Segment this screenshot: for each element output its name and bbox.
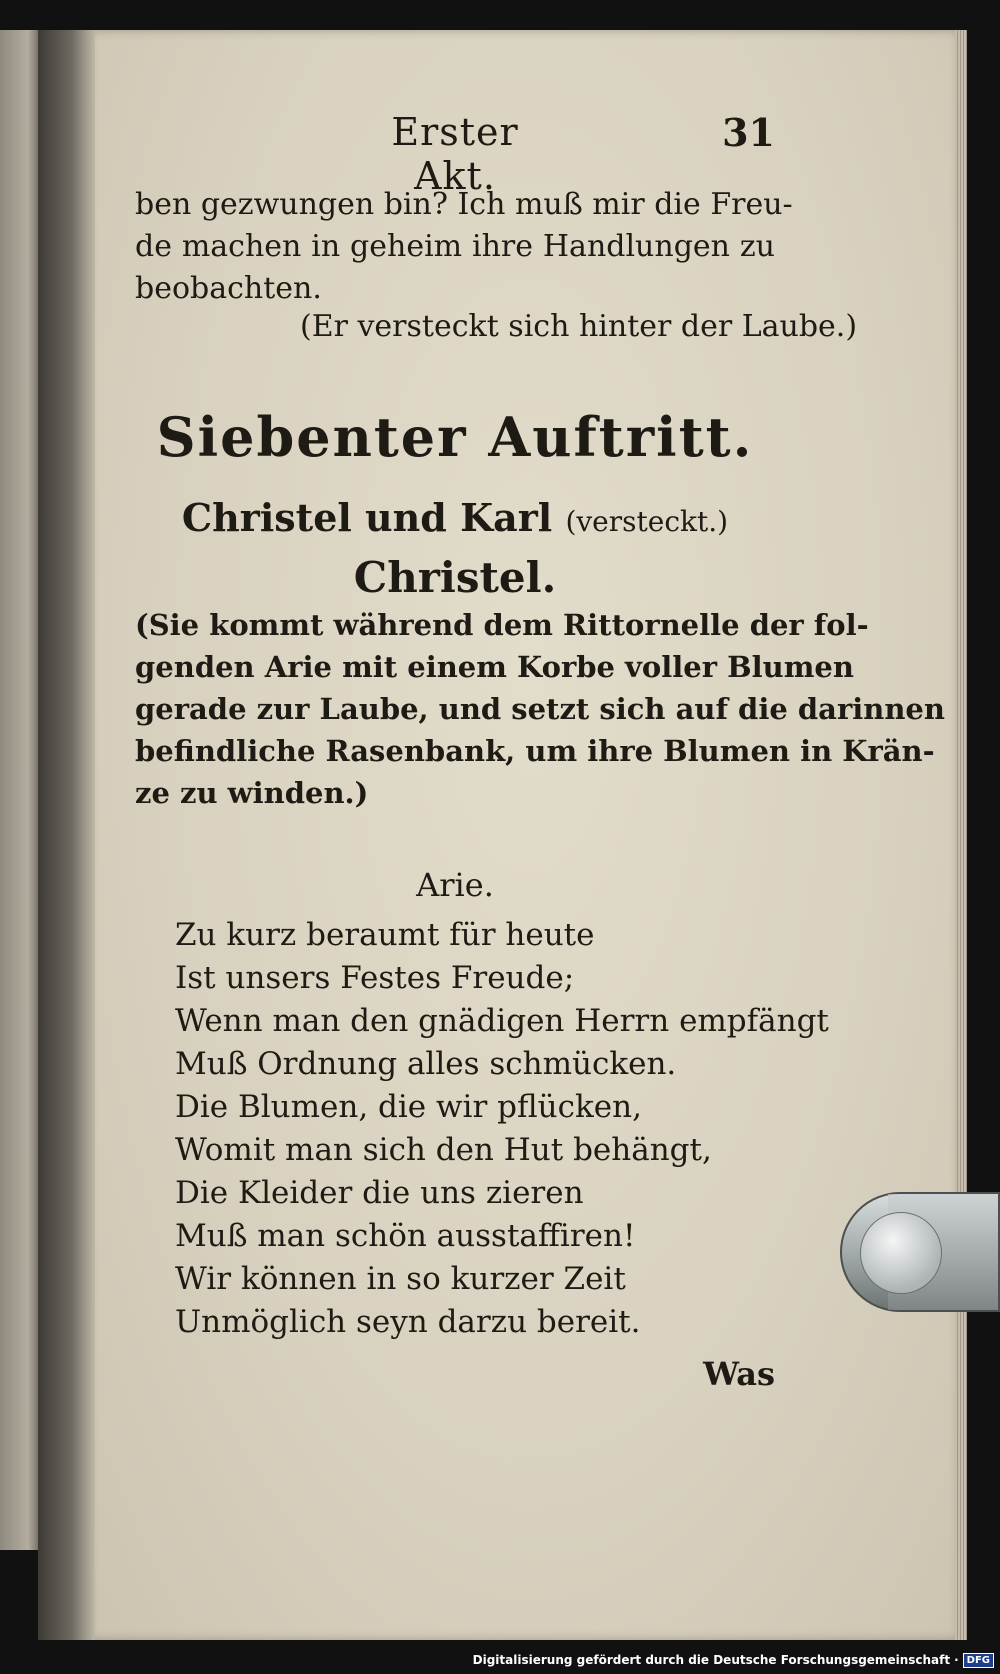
character-note: (versteckt.): [565, 505, 729, 538]
footer-credit: Digitalisierung gefördert durch die Deutsche Forschungsgemeinschaft: [472, 1653, 951, 1667]
dfg-logo-icon: DFG: [963, 1653, 994, 1668]
book-gutter: [38, 30, 98, 1640]
left-page-edge: [0, 30, 40, 1550]
page-edge-stack: [955, 30, 967, 1640]
verse-line: Wenn man den gnädigen Herrn empfängt: [175, 1003, 829, 1039]
verse-line: Die Blumen, die wir pflücken,: [175, 1089, 642, 1125]
page-clip: [840, 1192, 1000, 1312]
verse-line: Ist unsers Festes Freude;: [175, 960, 575, 996]
verse-line: Zu kurz beraumt für heute: [175, 917, 595, 953]
page-number: 31: [722, 110, 775, 155]
digitization-footer: Digitalisierung gefördert durch die Deutsche Forschungsgemeinschaft · DFG: [473, 1650, 994, 1670]
direction-line: gerade zur Laube, und setzt sich auf die darinnen: [135, 692, 945, 726]
direction-line: (Sie kommt während dem Rittornelle der fol-: [135, 608, 869, 642]
verse-line: Muß man schön ausstaffiren!: [175, 1218, 636, 1254]
speaker-name: Christel.: [353, 553, 557, 602]
verse-line: Muß Ordnung alles schmücken.: [175, 1046, 677, 1082]
character-list: [135, 493, 775, 547]
direction-line: genden Arie mit einem Korbe voller Blumen: [135, 650, 854, 684]
catchword: Was: [703, 1355, 775, 1393]
verse-line: Unmöglich seyn darzu bereit.: [175, 1304, 641, 1340]
stage-direction: (Er versteckt sich hinter der Laube.): [300, 309, 858, 344]
direction-line: befindliche Rasenbank, um ihre Blumen in Krän-: [135, 734, 935, 768]
prose-line: de machen in geheim ihre Handlungen zu: [135, 229, 775, 264]
prose-line: ben gezwungen bin? Ich muß mir die Freu-: [135, 187, 793, 222]
character-names: Christel und Karl: [181, 495, 553, 540]
verse-line: Die Kleider die uns zieren: [175, 1175, 584, 1211]
clip-knob: [860, 1212, 942, 1294]
verse-line: Wir können in so kurzer Zeit: [175, 1261, 626, 1297]
page-header: [135, 110, 775, 198]
aria-title: Arie.: [416, 866, 494, 904]
verse-line: Womit man sich den Hut behängt,: [175, 1132, 712, 1168]
direction-line: ze zu winden.): [135, 776, 369, 810]
prose-line: beobachten.: [135, 271, 322, 306]
scene-title: Siebenter Auftritt.: [156, 405, 754, 469]
running-title: Erster Akt.: [391, 110, 519, 198]
